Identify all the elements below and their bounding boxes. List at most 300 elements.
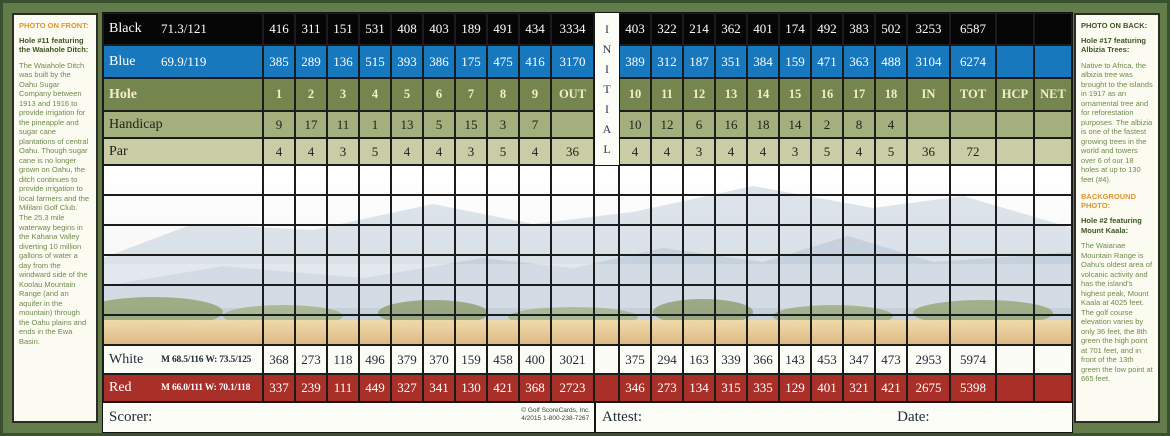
cell-player-6-hole-14[interactable] xyxy=(747,315,779,345)
cell-red-hcp[interactable] xyxy=(996,374,1034,402)
cell-player-3-out[interactable] xyxy=(551,225,594,255)
cell-hole-hole-3: 3 xyxy=(327,78,359,111)
cell-player-1-hole-17[interactable] xyxy=(843,165,875,195)
row-label-player-6[interactable] xyxy=(103,315,263,345)
cell-red-hole-15: 129 xyxy=(779,374,811,402)
cell-red-hole-9: 368 xyxy=(519,374,551,402)
cell-player-2-hole-6[interactable] xyxy=(423,195,455,225)
cell-hole-hole-6: 6 xyxy=(423,78,455,111)
cell-player-5-hole-18[interactable] xyxy=(875,285,907,315)
cell-white-hole-16: 453 xyxy=(811,345,843,374)
cell-player-4-hole-1[interactable] xyxy=(263,255,295,285)
cell-player-5-hole-11[interactable] xyxy=(651,285,683,315)
cell-blue-hole-13: 351 xyxy=(715,45,747,78)
cell-player-5-hole-10[interactable] xyxy=(619,285,651,315)
cell-player-4-hole-17[interactable] xyxy=(843,255,875,285)
cell-player-2-hole-13[interactable] xyxy=(715,195,747,225)
cell-player-2-hole-11[interactable] xyxy=(651,195,683,225)
cell-player-4-hole-15[interactable] xyxy=(779,255,811,285)
cell-player-6-hole-15[interactable] xyxy=(779,315,811,345)
cell-hole-hole-1: 1 xyxy=(263,78,295,111)
cell-player-5-hole-16[interactable] xyxy=(811,285,843,315)
cell-white-hole-9: 400 xyxy=(519,345,551,374)
cell-red-hole-7: 130 xyxy=(455,374,487,402)
cell-black-hole-16: 492 xyxy=(811,13,843,45)
cell-player-1-hole-8[interactable] xyxy=(487,165,519,195)
hole-17-title: Hole #17 featuring Albizia Trees: xyxy=(1081,36,1147,55)
cell-player-3-hole-18[interactable] xyxy=(875,225,907,255)
initial-letter: N xyxy=(602,42,612,56)
cell-player-6-hole-13[interactable] xyxy=(715,315,747,345)
hole-2-body: The Waianae Mountain Range is Oahu's oldest area of volcanic activity and has the island's highest peak, Mount Kaala at 4025 feet. The golf course elevation varies by only 36 feet, the 8th green the high point at 701 feet, and in front of the 13th green the low point at 665 feet. xyxy=(1081,241,1153,384)
cell-player-3-hcp[interactable] xyxy=(996,225,1034,255)
cell-red-in: 2675 xyxy=(907,374,950,402)
date-entry-area[interactable] xyxy=(939,404,1068,431)
initial-column-header xyxy=(594,12,620,166)
cell-handicap-hole-16: 2 xyxy=(811,111,843,138)
initial-letter: I xyxy=(605,62,609,76)
cell-blue-hole-5: 393 xyxy=(391,45,423,78)
row-label-blue xyxy=(103,45,263,78)
cell-player-2-hole-15[interactable] xyxy=(779,195,811,225)
cell-black-hole-13: 362 xyxy=(715,13,747,45)
cell-handicap-hole-5: 13 xyxy=(391,111,423,138)
cell-par-hole-13: 4 xyxy=(715,138,747,165)
cell-player-3-hole-3[interactable] xyxy=(327,225,359,255)
cell-player-5-hole-5[interactable] xyxy=(391,285,423,315)
cell-blue-hole-4: 515 xyxy=(359,45,391,78)
cell-player-1-hole-9[interactable] xyxy=(519,165,551,195)
cell-player-1-in[interactable] xyxy=(907,165,950,195)
cell-player-4-hole-10[interactable] xyxy=(619,255,651,285)
cell-player-2-hcp[interactable] xyxy=(996,195,1034,225)
cell-blue-hole-18: 488 xyxy=(875,45,907,78)
cell-par-hole-17: 4 xyxy=(843,138,875,165)
cell-hole-hole-15: 15 xyxy=(779,78,811,111)
cell-player-2-in[interactable] xyxy=(907,195,950,225)
cell-player-5-hole-4[interactable] xyxy=(359,285,391,315)
cell-player-2-hole-9[interactable] xyxy=(519,195,551,225)
cell-black-net[interactable] xyxy=(1034,13,1072,45)
cell-player-6-initial[interactable] xyxy=(594,315,619,345)
cell-player-2-hole-17[interactable] xyxy=(843,195,875,225)
cell-player-4-hole-8[interactable] xyxy=(487,255,519,285)
cell-white-net[interactable] xyxy=(1034,345,1072,374)
cell-player-5-hole-12[interactable] xyxy=(683,285,715,315)
cell-player-5-hole-13[interactable] xyxy=(715,285,747,315)
cell-player-3-hole-2[interactable] xyxy=(295,225,327,255)
cell-player-4-hole-2[interactable] xyxy=(295,255,327,285)
cell-black-hole-1: 416 xyxy=(263,13,295,45)
cell-player-4-hole-3[interactable] xyxy=(327,255,359,285)
cell-player-1-hole-16[interactable] xyxy=(811,165,843,195)
cell-black-hole-12: 214 xyxy=(683,13,715,45)
hole-2-title: Hole #2 featuring Mount Kaala: xyxy=(1081,216,1142,235)
cell-player-2-hole-8[interactable] xyxy=(487,195,519,225)
cell-player-4-tot[interactable] xyxy=(950,255,996,285)
cell-black-hole-15: 174 xyxy=(779,13,811,45)
cell-player-1-hole-1[interactable] xyxy=(263,165,295,195)
cell-handicap-hole-11: 12 xyxy=(651,111,683,138)
cell-blue-hole-15: 159 xyxy=(779,45,811,78)
cell-player-5-in[interactable] xyxy=(907,285,950,315)
cell-player-1-hole-18[interactable] xyxy=(875,165,907,195)
cell-par-out: 36 xyxy=(551,138,594,165)
cell-red-hole-3: 111 xyxy=(327,374,359,402)
cell-player-3-hole-14[interactable] xyxy=(747,225,779,255)
cell-white-hole-4: 496 xyxy=(359,345,391,374)
cell-player-5-net[interactable] xyxy=(1034,285,1072,315)
cell-player-3-hole-8[interactable] xyxy=(487,225,519,255)
scorer-section xyxy=(103,403,596,432)
row-label-player-5[interactable] xyxy=(103,285,263,315)
background-photo-header: BACKGROUND PHOTO: xyxy=(1081,192,1136,211)
cell-player-2-hole-18[interactable] xyxy=(875,195,907,225)
cell-handicap-hole-3: 11 xyxy=(327,111,359,138)
cell-handicap-hcp xyxy=(996,111,1034,138)
cell-player-3-hole-1[interactable] xyxy=(263,225,295,255)
cell-player-4-hole-18[interactable] xyxy=(875,255,907,285)
cell-blue-hole-12: 187 xyxy=(683,45,715,78)
cell-hole-hole-17: 17 xyxy=(843,78,875,111)
cell-hole-tot: TOT xyxy=(950,78,996,111)
cell-player-6-out[interactable] xyxy=(551,315,594,345)
cell-player-4-hole-6[interactable] xyxy=(423,255,455,285)
tee-rating-black: 71.3/121 xyxy=(161,21,207,36)
cell-player-1-hole-12[interactable] xyxy=(683,165,715,195)
cell-blue-net[interactable] xyxy=(1034,45,1072,78)
cell-handicap-hole-6: 5 xyxy=(423,111,455,138)
row-label-player-1[interactable] xyxy=(103,165,263,195)
cell-player-3-net[interactable] xyxy=(1034,225,1072,255)
cell-blue-out: 3170 xyxy=(551,45,594,78)
cell-player-1-initial[interactable] xyxy=(594,165,619,195)
cell-player-2-hole-12[interactable] xyxy=(683,195,715,225)
cell-player-4-initial[interactable] xyxy=(594,255,619,285)
photo-back-panel xyxy=(1074,13,1160,423)
cell-red-hole-5: 327 xyxy=(391,374,423,402)
cell-white-hole-13: 339 xyxy=(715,345,747,374)
cell-player-5-hole-1[interactable] xyxy=(263,285,295,315)
cell-player-6-tot[interactable] xyxy=(950,315,996,345)
cell-blue-hole-16: 471 xyxy=(811,45,843,78)
tee-name-black: Black xyxy=(109,21,142,36)
cell-red-hole-13: 315 xyxy=(715,374,747,402)
cell-player-4-hole-11[interactable] xyxy=(651,255,683,285)
tee-name-hole: Hole xyxy=(109,86,137,102)
cell-par-hole-16: 5 xyxy=(811,138,843,165)
cell-black-hole-6: 403 xyxy=(423,13,455,45)
cell-player-4-hole-9[interactable] xyxy=(519,255,551,285)
cell-handicap-hole-7: 15 xyxy=(455,111,487,138)
cell-white-hcp[interactable] xyxy=(996,345,1034,374)
cell-blue-hole-17: 363 xyxy=(843,45,875,78)
cell-black-in: 3253 xyxy=(907,13,950,45)
cell-player-6-hole-12[interactable] xyxy=(683,315,715,345)
cell-black-out: 3334 xyxy=(551,13,594,45)
cell-black-hole-10: 403 xyxy=(619,13,651,45)
cell-player-6-hole-7[interactable] xyxy=(455,315,487,345)
cell-blue-hole-1: 385 xyxy=(263,45,295,78)
cell-hole-hole-16: 16 xyxy=(811,78,843,111)
cell-player-4-hole-4[interactable] xyxy=(359,255,391,285)
cell-white-hole-6: 370 xyxy=(423,345,455,374)
cell-player-4-hole-13[interactable] xyxy=(715,255,747,285)
cell-blue-hole-3: 136 xyxy=(327,45,359,78)
cell-blue-hole-6: 386 xyxy=(423,45,455,78)
cell-player-6-hcp[interactable] xyxy=(996,315,1034,345)
cell-red-hole-2: 239 xyxy=(295,374,327,402)
cell-player-2-hole-2[interactable] xyxy=(295,195,327,225)
cell-player-4-in[interactable] xyxy=(907,255,950,285)
cell-player-6-hole-10[interactable] xyxy=(619,315,651,345)
cell-player-3-tot[interactable] xyxy=(950,225,996,255)
cell-white-initial[interactable] xyxy=(594,345,619,374)
cell-par-hole-15: 3 xyxy=(779,138,811,165)
cell-player-5-hole-9[interactable] xyxy=(519,285,551,315)
cell-player-1-hole-11[interactable] xyxy=(651,165,683,195)
cell-player-2-hole-14[interactable] xyxy=(747,195,779,225)
cell-par-hole-9: 4 xyxy=(519,138,551,165)
cell-player-1-hole-13[interactable] xyxy=(715,165,747,195)
cell-player-6-hole-4[interactable] xyxy=(359,315,391,345)
cell-hole-hole-18: 18 xyxy=(875,78,907,111)
cell-player-1-hole-4[interactable] xyxy=(359,165,391,195)
cell-par-hole-7: 3 xyxy=(455,138,487,165)
attest-date-section xyxy=(596,403,1072,432)
cell-player-5-hole-7[interactable] xyxy=(455,285,487,315)
cell-player-2-hole-16[interactable] xyxy=(811,195,843,225)
tee-name-handicap: Handicap xyxy=(109,116,163,132)
cell-player-3-hole-16[interactable] xyxy=(811,225,843,255)
attest-label: Attest: xyxy=(602,409,642,425)
cell-black-hole-8: 491 xyxy=(487,13,519,45)
cell-red-hole-11: 273 xyxy=(651,374,683,402)
cell-blue-hole-7: 175 xyxy=(455,45,487,78)
cell-player-2-out[interactable] xyxy=(551,195,594,225)
tee-name-par: Par xyxy=(109,143,128,159)
cell-player-5-hole-17[interactable] xyxy=(843,285,875,315)
cell-blue-hole-2: 289 xyxy=(295,45,327,78)
cell-player-1-hole-10[interactable] xyxy=(619,165,651,195)
cell-player-1-hole-6[interactable] xyxy=(423,165,455,195)
cell-hole-hole-8: 8 xyxy=(487,78,519,111)
cell-player-1-hcp[interactable] xyxy=(996,165,1034,195)
cell-player-3-hole-4[interactable] xyxy=(359,225,391,255)
cell-player-6-net[interactable] xyxy=(1034,315,1072,345)
cell-red-initial[interactable] xyxy=(594,374,619,402)
cell-white-hole-15: 143 xyxy=(779,345,811,374)
cell-red-hole-4: 449 xyxy=(359,374,391,402)
cell-white-hole-18: 473 xyxy=(875,345,907,374)
cell-hole-hole-4: 4 xyxy=(359,78,391,111)
cell-par-hcp xyxy=(996,138,1034,165)
cell-player-3-hole-9[interactable] xyxy=(519,225,551,255)
cell-player-3-initial[interactable] xyxy=(594,225,619,255)
attest-signature-area[interactable] xyxy=(654,404,882,431)
cell-player-2-hole-7[interactable] xyxy=(455,195,487,225)
scorecard-table xyxy=(102,12,1073,403)
cell-par-hole-6: 4 xyxy=(423,138,455,165)
cell-hole-out: OUT xyxy=(551,78,594,111)
cell-player-5-hole-3[interactable] xyxy=(327,285,359,315)
cell-player-4-net[interactable] xyxy=(1034,255,1072,285)
cell-player-1-hole-3[interactable] xyxy=(327,165,359,195)
cell-player-6-hole-17[interactable] xyxy=(843,315,875,345)
cell-handicap-tot xyxy=(950,111,996,138)
cell-player-3-hole-10[interactable] xyxy=(619,225,651,255)
cell-par-hole-5: 4 xyxy=(391,138,423,165)
cell-red-hole-6: 341 xyxy=(423,374,455,402)
cell-player-6-hole-1[interactable] xyxy=(263,315,295,345)
cell-white-hole-5: 379 xyxy=(391,345,423,374)
cell-player-4-hole-7[interactable] xyxy=(455,255,487,285)
cell-player-1-hole-15[interactable] xyxy=(779,165,811,195)
cell-handicap-hole-18: 4 xyxy=(875,111,907,138)
cell-hole-net: NET xyxy=(1034,78,1072,111)
hole-11-body: The Waiahole Ditch was built by the Oahu Sugar Company between 1913 and 1916 to provide irrigation for the pineapple and sugar cane plantations of central Oahu. Though sugar cane is no longer grown on Oahu, the ditch continues to provide irrigation to local farmers and the Mililani Golf Club. The 25.3 mile waterway begins in the Kahana Valley diverting 10 million gallons of water a day from the windward side of the Koolau Mountain Range (and an aquifer in the mountain) through the Oahu plains and ends in the Ewa Basin. xyxy=(19,60,90,346)
cell-player-1-hole-7[interactable] xyxy=(455,165,487,195)
cell-black-hcp[interactable] xyxy=(996,13,1034,45)
cell-player-6-in[interactable] xyxy=(907,315,950,345)
cell-player-3-in[interactable] xyxy=(907,225,950,255)
cell-player-5-hole-6[interactable] xyxy=(423,285,455,315)
row-label-hole xyxy=(103,78,263,111)
cell-player-5-hole-8[interactable] xyxy=(487,285,519,315)
cell-par-hole-12: 3 xyxy=(683,138,715,165)
cell-black-tot: 6587 xyxy=(950,13,996,45)
cell-player-2-tot[interactable] xyxy=(950,195,996,225)
cell-red-hole-14: 335 xyxy=(747,374,779,402)
cell-hole-hole-10: 10 xyxy=(619,78,651,111)
cell-player-3-hole-15[interactable] xyxy=(779,225,811,255)
cell-player-6-hole-5[interactable] xyxy=(391,315,423,345)
cell-player-2-hole-5[interactable] xyxy=(391,195,423,225)
cell-player-6-hole-11[interactable] xyxy=(651,315,683,345)
cell-player-4-hole-5[interactable] xyxy=(391,255,423,285)
cell-player-6-hole-6[interactable] xyxy=(423,315,455,345)
cell-player-3-hole-5[interactable] xyxy=(391,225,423,255)
initial-letter: A xyxy=(602,122,612,136)
cell-player-5-hole-15[interactable] xyxy=(779,285,811,315)
cell-hole-hole-7: 7 xyxy=(455,78,487,111)
cell-par-hole-11: 4 xyxy=(651,138,683,165)
cell-player-5-initial[interactable] xyxy=(594,285,619,315)
cell-player-5-hole-14[interactable] xyxy=(747,285,779,315)
cell-player-3-hole-13[interactable] xyxy=(715,225,747,255)
row-label-player-2[interactable] xyxy=(103,195,263,225)
row-label-player-4[interactable] xyxy=(103,255,263,285)
cell-par-hole-14: 4 xyxy=(747,138,779,165)
cell-player-2-hole-1[interactable] xyxy=(263,195,295,225)
cell-black-hole-9: 434 xyxy=(519,13,551,45)
cell-player-4-hole-16[interactable] xyxy=(811,255,843,285)
cell-player-1-net[interactable] xyxy=(1034,165,1072,195)
cell-par-hole-18: 5 xyxy=(875,138,907,165)
cell-blue-hcp[interactable] xyxy=(996,45,1034,78)
photo-front-panel xyxy=(12,13,98,423)
cell-hole-hole-11: 11 xyxy=(651,78,683,111)
cell-player-3-hole-11[interactable] xyxy=(651,225,683,255)
cell-player-3-hole-6[interactable] xyxy=(423,225,455,255)
cell-player-1-hole-5[interactable] xyxy=(391,165,423,195)
row-label-par xyxy=(103,138,263,165)
cell-handicap-out xyxy=(551,111,594,138)
cell-black-hole-11: 322 xyxy=(651,13,683,45)
tee-name-blue: Blue xyxy=(109,53,136,69)
cell-player-3-hole-17[interactable] xyxy=(843,225,875,255)
cell-player-5-tot[interactable] xyxy=(950,285,996,315)
cell-handicap-hole-10: 10 xyxy=(619,111,651,138)
cell-player-4-hole-14[interactable] xyxy=(747,255,779,285)
cell-player-6-hole-3[interactable] xyxy=(327,315,359,345)
row-label-red xyxy=(103,374,263,402)
cell-player-3-hole-7[interactable] xyxy=(455,225,487,255)
cell-white-hole-10: 375 xyxy=(619,345,651,374)
cell-player-6-hole-2[interactable] xyxy=(295,315,327,345)
cell-par-hole-3: 3 xyxy=(327,138,359,165)
cell-player-4-hcp[interactable] xyxy=(996,255,1034,285)
cell-player-2-net[interactable] xyxy=(1034,195,1072,225)
cell-white-tot: 5974 xyxy=(950,345,996,374)
cell-handicap-hole-12: 6 xyxy=(683,111,715,138)
cell-player-2-hole-10[interactable] xyxy=(619,195,651,225)
cell-red-hole-12: 134 xyxy=(683,374,715,402)
cell-player-1-hole-14[interactable] xyxy=(747,165,779,195)
date-label: Date: xyxy=(897,409,930,425)
cell-white-hole-1: 368 xyxy=(263,345,295,374)
scorer-signature-area[interactable] xyxy=(163,404,504,431)
cell-player-6-hole-18[interactable] xyxy=(875,315,907,345)
cell-player-5-hole-2[interactable] xyxy=(295,285,327,315)
cell-player-5-out[interactable] xyxy=(551,285,594,315)
cell-player-2-initial[interactable] xyxy=(594,195,619,225)
cell-handicap-hole-14: 18 xyxy=(747,111,779,138)
cell-white-hole-12: 163 xyxy=(683,345,715,374)
cell-handicap-hole-8: 3 xyxy=(487,111,519,138)
cell-hole-hole-13: 13 xyxy=(715,78,747,111)
cell-player-6-hole-16[interactable] xyxy=(811,315,843,345)
cell-player-1-tot[interactable] xyxy=(950,165,996,195)
cell-handicap-hole-1: 9 xyxy=(263,111,295,138)
cell-player-4-hole-12[interactable] xyxy=(683,255,715,285)
cell-red-tot: 5398 xyxy=(950,374,996,402)
cell-player-6-hole-8[interactable] xyxy=(487,315,519,345)
cell-player-2-hole-4[interactable] xyxy=(359,195,391,225)
cell-player-4-out[interactable] xyxy=(551,255,594,285)
cell-hole-hole-5: 5 xyxy=(391,78,423,111)
cell-player-2-hole-3[interactable] xyxy=(327,195,359,225)
cell-handicap-hole-15: 14 xyxy=(779,111,811,138)
cell-player-5-hcp[interactable] xyxy=(996,285,1034,315)
initial-letter: I xyxy=(605,22,609,36)
cell-red-net[interactable] xyxy=(1034,374,1072,402)
cell-player-1-out[interactable] xyxy=(551,165,594,195)
cell-player-1-hole-2[interactable] xyxy=(295,165,327,195)
cell-hole-hole-14: 14 xyxy=(747,78,779,111)
cell-blue-hole-8: 475 xyxy=(487,45,519,78)
cell-black-hole-2: 311 xyxy=(295,13,327,45)
cell-player-6-hole-9[interactable] xyxy=(519,315,551,345)
row-label-player-3[interactable] xyxy=(103,225,263,255)
cell-handicap-in xyxy=(907,111,950,138)
cell-hole-hole-9: 9 xyxy=(519,78,551,111)
scorer-label: Scorer: xyxy=(109,409,153,425)
cell-red-hole-8: 421 xyxy=(487,374,519,402)
cell-par-in: 36 xyxy=(907,138,950,165)
cell-handicap-hole-2: 17 xyxy=(295,111,327,138)
cell-player-3-hole-12[interactable] xyxy=(683,225,715,255)
